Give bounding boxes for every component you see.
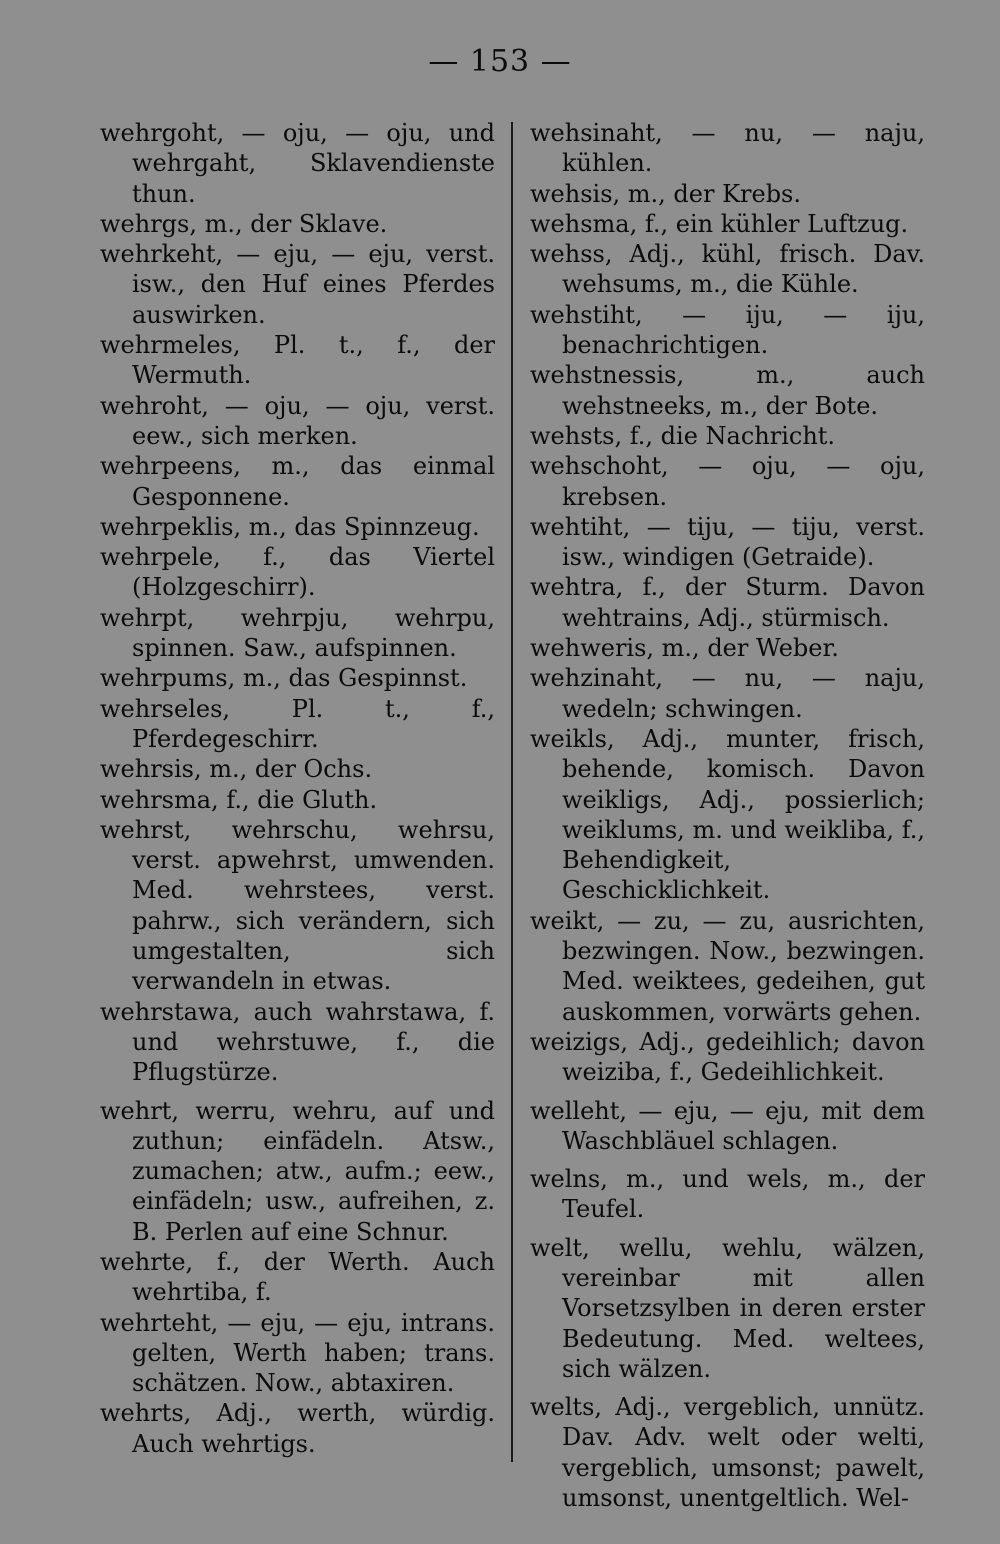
dictionary-entry: wehrmeles, Pl. t., f., der Wermuth. [100, 331, 495, 390]
dictionary-entry: wehrt, werru, wehru, auf und zuthun; einfädeln. Atsw., zumachen; atw., aufm.; eew., einfädeln; usw., aufreihen, z. B. Perlen auf eine Schnur. [100, 1096, 495, 1246]
dictionary-entry: wehrpeklis, m., das Spinnzeug. [100, 512, 480, 541]
dictionary-entry: wehrkeht, — eju, — eju, verst. isw., den Huf eines Pferdes auswirken. [100, 240, 495, 329]
dictionary-entry: wehroht, — oju, — oju, verst. eew., sich merken. [100, 391, 495, 450]
dictionary-entry: wehrstawa, auch wahrstawa, f. und wehrstuwe, f., die Pflugstürze. [100, 997, 495, 1087]
dictionary-entry: wehrgoht, — oju, — oju, und wehrgaht, Sklavendienste thun. [100, 119, 495, 208]
column-divider [511, 122, 513, 1462]
dictionary-entry: wehrteht, — eju, — eju, intrans. gelten, Werth haben; trans. schätzen. Now., abtaxiren. [100, 1308, 495, 1398]
dictionary-entry: wehrpums, m., das Gespinnst. [100, 664, 468, 693]
dictionary-entry: weikt, — zu, — zu, ausrichten, bezwingen. Now., bezwingen. Med. weiktees, gedeihen, gut auskommen, vorwärts gehen. [530, 906, 925, 1026]
dictionary-entry: weikls, Adj., munter, frisch, behende, komisch. Davon weikligs, Adj., possierlich; weiklums, m. und weikliba, f., Behendigkeit, Geschicklichkeit. [530, 724, 925, 905]
dictionary-entry: wehstiht, — iju, — iju, benachrichtigen. [530, 300, 925, 360]
dictionary-entry: wehsinaht, — nu, — naju, kühlen. [530, 119, 925, 178]
dictionary-entry: welt, wellu, wehlu, wälzen, vereinbar mit allen Vorsetzsylben in deren erster Bedeutung. Med. weltees, sich wälzen. [530, 1233, 925, 1383]
dictionary-entry: wehrseles, Pl. t., f., Pferdegeschirr. [100, 694, 495, 753]
dictionary-entry: wehschoht, — oju, — oju, krebsen. [530, 452, 925, 511]
dictionary-entry: wehrte, f., der Werth. Auch wehrtiba, f. [100, 1247, 495, 1307]
dictionary-entry: weizigs, Adj., gedeihlich; davon weiziba, f., Gedeihlichkeit. [530, 1027, 925, 1087]
dictionary-entry: welleht, — eju, — eju, mit dem Waschbläuel schlagen. [530, 1096, 925, 1155]
dictionary-entry: welts, Adj., vergeblich, unnütz. Dav. Adv. welt oder welti, vergeblich, umsonst; pawelt, umsonst, unentgeltlich. Wel- [530, 1393, 925, 1513]
dictionary-entry: wehrpele, f., das Viertel (Holzgeschirr). [100, 543, 495, 602]
dictionary-entry: wehrst, wehrschu, wehrsu, verst. apwehrst, umwenden. Med. wehrstees, verst. pahrw., sich verändern, sich umgestalten, sich verwandeln in etwas. [100, 815, 495, 996]
dictionary-entry: wehweris, m., der Weber. [530, 634, 839, 663]
dictionary-entry: wehrts, Adj., werth, würdig. Auch wehrtigs. [100, 1399, 495, 1458]
dictionary-entry: welns, m., und wels, m., der Teufel. [530, 1165, 925, 1224]
dictionary-entry: wehtra, f., der Sturm. Davon wehtrains, Adj., stürmisch. [530, 573, 925, 632]
dictionary-entry: wehrpeens, m., das einmal Gesponnene. [100, 452, 495, 511]
dictionary-entry: wehzinaht, — nu, — naju, wedeln; schwingen. [530, 664, 925, 723]
left-column [100, 118, 495, 1459]
right-column [530, 118, 925, 1513]
dictionary-entry: wehstnessis, m., auch wehstneeks, m., der Bote. [530, 361, 925, 420]
dictionary-entry: wehrgs, m., der Sklave. [100, 209, 388, 238]
page-number: — 153 — [428, 44, 572, 79]
dictionary-entry: wehss, Adj., kühl, frisch. Dav. wehsums, m., die Kühle. [530, 240, 925, 299]
dictionary-entry: wehrpt, wehrpju, wehrpu, spinnen. Saw., aufspinnen. [100, 603, 495, 663]
dictionary-entry: wehsis, m., der Krebs. [530, 179, 801, 208]
dictionary-entry: wehrsis, m., der Ochs. [100, 755, 373, 784]
dictionary-entry: wehsts, f., die Nachricht. [530, 421, 836, 450]
dictionary-entry: wehsma, f., ein kühler Luftzug. [530, 209, 909, 238]
dictionary-entry: wehrsma, f., die Gluth. [100, 785, 378, 814]
dictionary-entry: wehtiht, — tiju, — tiju, verst. isw., windigen (Getraide). [530, 512, 925, 572]
